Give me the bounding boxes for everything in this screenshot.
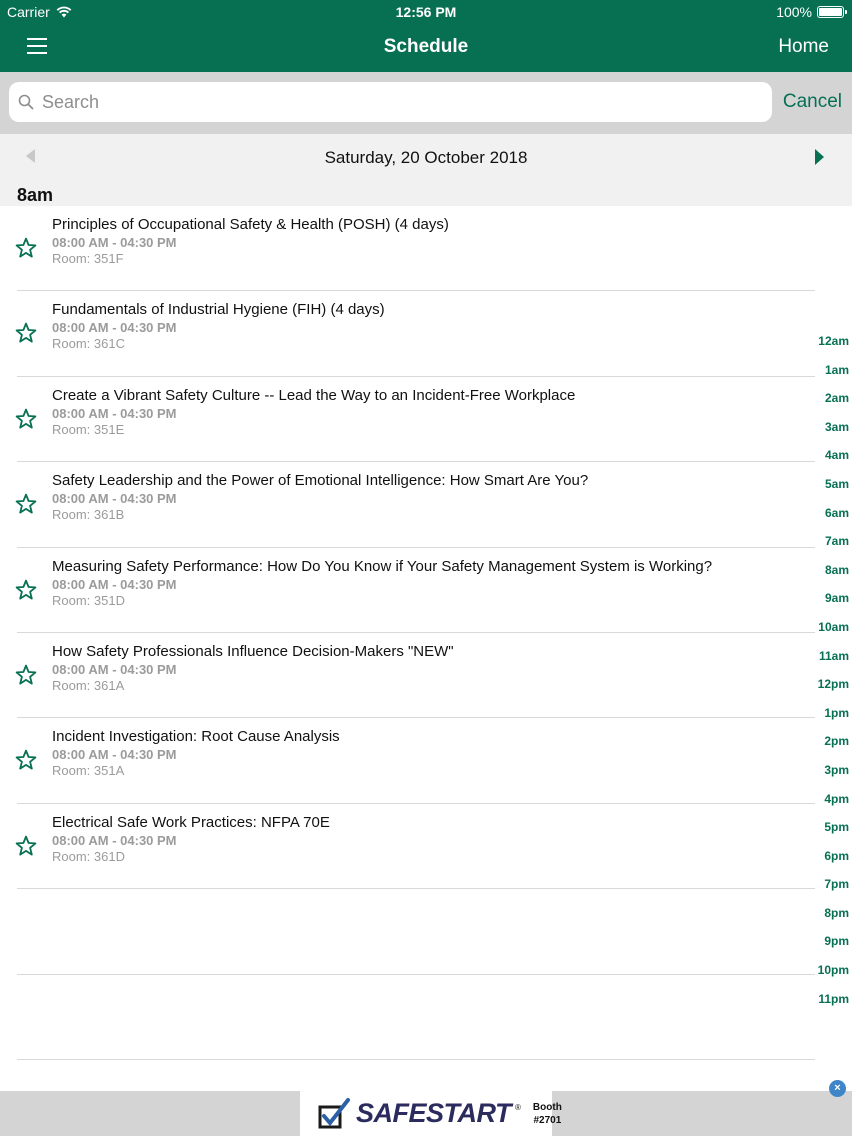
hour-index-item[interactable]: 7am	[824, 534, 849, 549]
session-room: Room: 351A	[52, 763, 125, 779]
session-title: How Safety Professionals Influence Decision-Makers "NEW"	[52, 642, 454, 660]
session-title: Create a Vibrant Safety Culture -- Lead the Way to an Incident-Free Workplace	[52, 386, 576, 404]
star-outline-icon[interactable]	[14, 834, 38, 858]
booth-label: Booth	[532, 1101, 562, 1113]
hour-index-item[interactable]: 3pm	[824, 762, 849, 777]
session-time: 08:00 AM - 04:30 PM	[52, 832, 177, 848]
hour-index-item[interactable]: 4pm	[824, 791, 849, 806]
session-room: Room: 361A	[52, 677, 125, 693]
session-row[interactable]	[0, 804, 852, 889]
hour-index-item[interactable]: 9am	[824, 591, 849, 606]
checkmark-box-icon	[318, 1097, 352, 1131]
search-icon	[18, 94, 34, 110]
session-time: 08:00 AM - 04:30 PM	[52, 576, 177, 592]
session-room: Room: 351F	[52, 251, 124, 266]
session-time: 08:00 AM - 04:30 PM	[52, 320, 177, 336]
session-row[interactable]	[0, 548, 852, 633]
session-row[interactable]	[0, 718, 852, 803]
hour-section-header: 8am	[17, 185, 54, 205]
battery-icon	[817, 6, 844, 18]
status-bar	[0, 0, 852, 24]
session-time: 08:00 AM - 04:30 PM	[52, 235, 177, 250]
session-row[interactable]	[0, 377, 852, 462]
hour-index-item[interactable]: 4am	[824, 448, 849, 463]
session-title: Principles of Occupational Safety & Health (POSH) (4 days)	[52, 216, 449, 233]
cancel-button[interactable]: Cancel	[782, 91, 842, 112]
hour-index-item[interactable]: 10pm	[817, 963, 849, 978]
hour-index-item[interactable]: 3am	[824, 419, 849, 434]
hour-index-item[interactable]: 12pm	[817, 677, 849, 692]
hour-index-item[interactable]: 10am	[818, 619, 849, 634]
session-time: 08:00 AM - 04:30 PM	[52, 661, 177, 677]
hour-index-item[interactable]: 2am	[824, 391, 849, 406]
hour-index-item[interactable]: 5am	[824, 476, 849, 491]
session-room: Room: 361B	[52, 507, 125, 523]
hour-index-item[interactable]: 9pm	[824, 934, 849, 949]
ad-close-icon[interactable]: ×	[829, 1080, 846, 1097]
hour-index-item[interactable]: 1pm	[824, 705, 849, 720]
carrier-label: Carrier	[7, 4, 50, 20]
date-navigator	[0, 134, 852, 206]
booth-number	[533, 1101, 562, 1127]
row-divider	[17, 1059, 815, 1060]
session-room: Room: 361D	[52, 848, 125, 864]
ad-banner[interactable]	[300, 1091, 562, 1136]
star-outline-icon[interactable]	[14, 578, 38, 602]
session-title: Fundamentals of Industrial Hygiene (FIH) (4 days)	[52, 301, 385, 319]
hour-index-item[interactable]: 5pm	[824, 820, 849, 835]
current-date: Saturday, 20 October 2018	[324, 148, 528, 167]
navigation-bar	[0, 24, 852, 72]
hour-index-item[interactable]: 8pm	[824, 905, 849, 920]
booth-code: #2701	[533, 1114, 562, 1126]
empty-row	[0, 889, 852, 974]
page-title: Schedule	[383, 36, 469, 57]
hamburger-icon	[27, 38, 47, 40]
hour-index-item[interactable]: 6pm	[824, 848, 849, 863]
session-row[interactable]	[0, 291, 852, 376]
hour-index-item[interactable]: 7pm	[824, 877, 849, 892]
session-row[interactable]	[0, 462, 852, 547]
session-time: 08:00 AM - 04:30 PM	[52, 405, 177, 421]
session-room: Room: 351E	[52, 421, 125, 437]
registered-mark: ®	[515, 1102, 521, 1112]
session-time: 08:00 AM - 04:30 PM	[52, 491, 177, 507]
ad-bar	[0, 1091, 852, 1136]
hour-index-item[interactable]: 11am	[818, 648, 849, 663]
menu-button[interactable]	[27, 38, 47, 54]
star-outline-icon[interactable]	[14, 748, 38, 772]
battery-indicator	[776, 4, 844, 20]
session-title: Measuring Safety Performance: How Do You Know if Your Safety Management System is Working?	[52, 557, 713, 575]
hour-index-item[interactable]: 12am	[818, 334, 849, 348]
star-outline-icon[interactable]	[14, 407, 38, 431]
next-day-icon[interactable]	[815, 149, 824, 165]
ad-brand-name: SAFESTART	[356, 1098, 512, 1128]
session-time: 08:00 AM - 04:30 PM	[52, 747, 177, 763]
clock: 12:56 PM	[395, 4, 457, 20]
battery-percent: 100%	[776, 4, 812, 20]
session-room: Room: 351D	[52, 592, 125, 608]
hour-index[interactable]	[812, 332, 852, 1018]
empty-row	[0, 975, 852, 1060]
session-room: Room: 361C	[52, 336, 125, 352]
session-list[interactable]	[0, 206, 852, 1060]
hour-index-item[interactable]: 2pm	[824, 734, 849, 749]
hour-index-item[interactable]: 1am	[824, 362, 849, 377]
hour-index-item[interactable]: 8am	[824, 562, 849, 577]
hour-index-item[interactable]: 6am	[824, 505, 849, 520]
session-row[interactable]	[0, 633, 852, 718]
session-row[interactable]	[0, 206, 852, 291]
safestart-logo	[318, 1097, 521, 1131]
search-field[interactable]	[9, 82, 772, 122]
star-outline-icon[interactable]	[14, 663, 38, 687]
session-title: Electrical Safe Work Practices: NFPA 70E	[52, 813, 330, 831]
star-outline-icon[interactable]	[14, 236, 38, 260]
home-button[interactable]: Home	[778, 36, 829, 57]
session-title: Incident Investigation: Root Cause Analysis	[52, 728, 340, 746]
search-bar	[0, 72, 852, 134]
hour-index-item[interactable]: 11pm	[818, 991, 849, 1006]
star-outline-icon[interactable]	[14, 321, 38, 345]
star-outline-icon[interactable]	[14, 492, 38, 516]
search-input[interactable]	[42, 92, 742, 113]
session-title: Safety Leadership and the Power of Emotional Intelligence: How Smart Are You?	[52, 472, 589, 490]
